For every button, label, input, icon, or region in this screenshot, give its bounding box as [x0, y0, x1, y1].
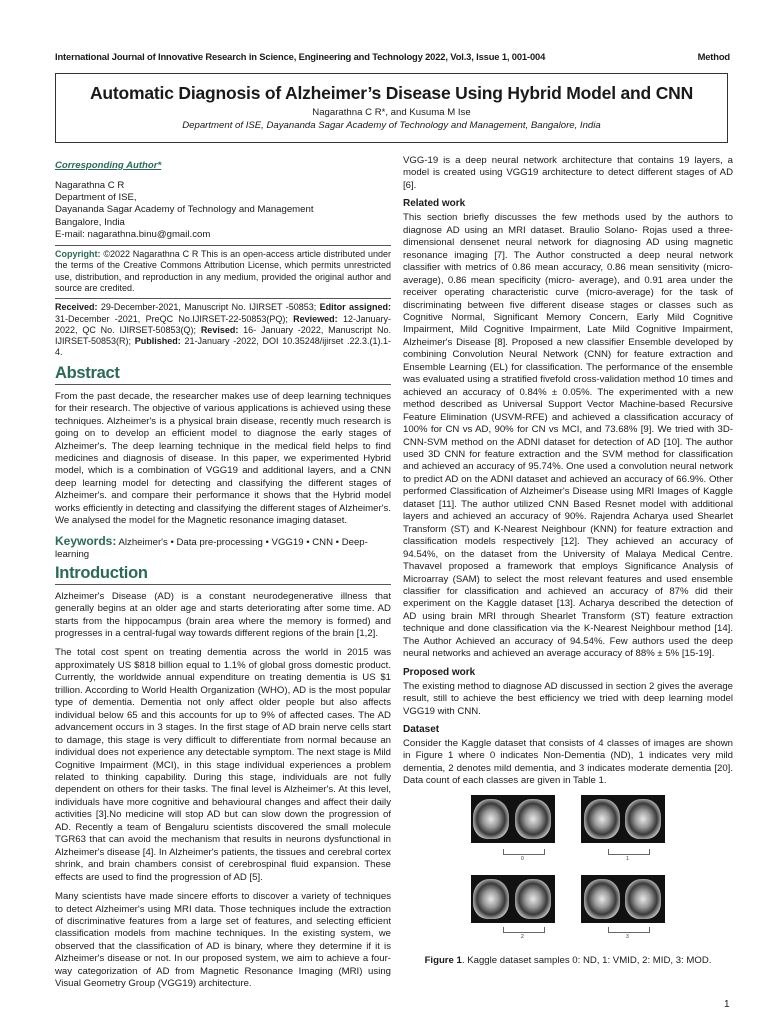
figure-bracket: [608, 927, 650, 933]
figure-label: Figure 1: [424, 954, 462, 966]
figure-sublabel: 2: [521, 933, 524, 940]
figure-sublabel: 0: [521, 855, 524, 862]
left-column: [55, 155, 391, 991]
copyright-text: ©2022 Nagarathna C R This is an open-access article distributed under the terms of the Creative Commons Attribution License, which permits unrestricted use, distribution, and reproduction in any medium, provided the original author and source are credited.: [55, 249, 391, 293]
abstract-heading: Abstract: [55, 363, 120, 382]
keywords-text: Alzheimer's • Data pre-processing • VGG19 • CNN • Deep-learning: [55, 536, 368, 560]
divider: [55, 384, 391, 385]
section-label: Method: [697, 51, 730, 62]
divider: [55, 245, 391, 246]
figure-bracket: [503, 927, 545, 933]
copyright-label: Copyright:: [55, 249, 101, 260]
page-number: 1: [724, 999, 730, 1010]
figure-caption: [403, 955, 733, 966]
vgg-paragraph: VGG-19 is a deep neural network architecture that contains 19 layers, a model is created using VGG19 architecture to detect different stages of AD [6].: [403, 155, 733, 191]
proposed-work-heading: Proposed work: [403, 666, 476, 678]
mri-brain-image: [515, 879, 551, 919]
mri-brain-image: [515, 799, 551, 839]
corr-line: Department of ISE,: [55, 192, 137, 204]
figure-sublabel: 3: [626, 933, 629, 940]
mri-brain-image: [584, 799, 620, 839]
received-date: 29-December-2021, Manuscript No. IJIRSET -50853;: [100, 302, 317, 313]
proposed-work-text: The existing method to diagnose AD discussed in section 2 gives the average result, still to achieve the best efficiency we tried with deep learning model VGG19 with CNN.: [403, 680, 733, 717]
keywords-label: Keywords:: [55, 533, 117, 548]
corr-line: Dayananda Sagar Academy of Technology and Management: [55, 204, 314, 216]
corr-line: Nagarathna C R: [55, 180, 125, 191]
author-list: Nagarathna C R*, and Kusuma M Ise: [312, 107, 471, 118]
copyright-notice: [55, 249, 391, 294]
editor-label: Editor assigned:: [319, 302, 391, 313]
related-work-heading: Related work: [403, 198, 466, 210]
mri-brain-image: [473, 879, 509, 919]
figure-sublabel: 1: [626, 855, 629, 862]
dataset-heading: Dataset: [403, 724, 440, 736]
received-label: Received:: [55, 302, 98, 313]
right-column: [403, 155, 733, 966]
related-work-text: This section briefly discusses the few methods used by the authors to diagnose AD using an MRI dataset. Braulio Solano- Rojas used a three-dimensional densenet neural network for diagnosing AD using magnetic resonance imaging [7]. The Author constructed a deep neural network classifier with metrics of 0.86 mean accuracy, 0.86 mean sensitivity (micro-average), 0.86 mean specificity (micro- average), and 0.91 area under the receiver operating characteristic curve (micro-average) for the task of discriminating between five different disease stages or classes such as Cognitive Normal, Significant Memory Concern, Early Mild Cognitive Impairment, Mild Cognitive Impairment, Late Mild Cognitive Impairment, Alzheimer's Disease [8]. Proposed a new classifier Ensemble developed by combining Convolution Neural Network (CNN) for feature extraction and Ensemble Learning (EL) for classification. The performance of the ensemble was evaluated using a stratified fivefold cross-validation method 10 times and achieved an accuracy of 0.84% ± 0.05%. The experimented with a new method described as Universal Support Vector Machine-based Recursive Feature Elimination (USVM-RFE) and achieved a classification accuracy of 100% for CN vs AD, 90% for CN vs MCI, and 73.68% [9]. We tried with 3D-CNN-SVM method on the ADNI dataset for detection of AD [10]. The author used 3D CNN for feature extraction and the SVM method for classification and achieved an accuracy of 95.74%. One used a convolution neural network to predict AD on the ADNI dataset and achieved an accuracy of 66.9%. Other performed Classification of Alzheimer's Disease using MRI Images of Kaggle dataset [11]. The author utilized CNN Based Resnet model with additional layers and achieved an accuracy of 90%. Rajendra Acharya used Shearlet Transform (ST) and K-Nearest Neighbour (KNN) for feature extraction and classification models respectively [12]. They achieved an accuracy of 94.54%, on the dataset from the University of Malaya Medical Centre. Thavavel proposed a framework that employs Significance Analysis of Microarray (SAM) to select the most relevant features and used ensemble classifier for classification and achieved an accuracy of 87% did their experiment on the Kaggle dataset [13]. Acharya described the detection of AD using brain MRI through Shearlet Transform (ST) feature extraction technique and done classification via the K-Nearest Neighbour method [14]. The Author Achieved an accuracy of 94.54%. Few authors used the deep neural networks and achieved an average accuracy of 88% ± 5% [15-19].: [403, 212, 733, 660]
article-dates: [55, 302, 391, 358]
keywords: [55, 535, 391, 561]
published-label: Published:: [134, 336, 181, 347]
reviewed-label: Reviewed:: [293, 313, 338, 324]
mri-brain-image: [584, 879, 620, 919]
corresponding-author-label: Corresponding Author*: [55, 160, 162, 171]
figure-bracket: [503, 849, 545, 855]
revised-date: 16- January -2022, Manuscript No. IJIRSET-50853(R);: [55, 324, 391, 347]
divider: [55, 298, 391, 299]
divider: [55, 584, 391, 585]
journal-name: International Journal of Innovative Research in Science, Engineering and Technology 2022, Vol.3, Issue 1, 001-004: [55, 51, 546, 62]
reviewed-date: 12-January-2022, QC No. IJIRSET-50853(Q);: [55, 313, 391, 335]
editor-date: 31-December -2021, PreQC No.IJIRSET-22-50853(PQ);: [55, 313, 288, 324]
figure-caption-text: . Kaggle dataset samples 0: ND, 1: VMID, 2: MID, 3: MOD.: [461, 954, 712, 966]
corr-line: Bangalore, India: [55, 216, 125, 228]
dataset-text: Consider the Kaggle dataset that consists of 4 classes of images are shown in Figure 1 where 0 indicates Non-Dementia (ND), 1 indicates very mild dementia, 2 denotes mild dementia, and 3 indicates moderate dementia [20]. Data count of each classes are given in Table 1.: [403, 738, 733, 787]
intro-paragraph: Many scientists have made sincere efforts to discover a variety of techniques to detect Alzheimer's using MRI data. Those techniques include the extraction of discriminative features from a large set of features, and selecting efficient classification models from machine techniques. In the existing system, we observed that the classification of AD is binary, where they determine if it is Alzheimer's disease or not. In our proposed system, we aim to achieve a four-way categorization of AD from Magnetic Resonance Imaging (MRI) using Visual Geometry Group (VGG19) architecture.: [55, 891, 391, 990]
intro-paragraph: Alzheimer's Disease (AD) is a constant neurodegenerative illness that generally begins at an older age and starts deteriorating after some time. AD starts from the hippocampus (brain area where the memory is formed) and progresses in a central-fugal way towards different regions of the brain [1,2].: [55, 590, 391, 640]
paper-title: Automatic Diagnosis of Alzheimer’s Disease Using Hybrid Model and CNN: [89, 83, 694, 103]
figure-bracket: [608, 849, 650, 855]
affiliation: Department of ISE, Dayananda Sagar Academy of Technology and Management, Bangalore, India: [182, 120, 601, 131]
corresponding-author-details: [55, 180, 391, 241]
intro-paragraph: The total cost spent on treating dementia across the world in 2015 was approximately US $818 billion equal to 1.1% of global gross domestic product. Currently, the worldwide annual expenditure on treating dementia is US $1 trillion. According to World Health Organization (WHO), AD is the most popular type of dementia. Dementia not only affect older people but also affects individual below 65 and this accounts for up to 9% of affected cases. The AD advancement occurs in 3 stages. In the first stage of AD brain nerve cells start to damage, this stage is very difficult to differentiate from normal because an individual does not experience any detectable symptom. The next stage is Mild Cognitive Impairment (MCI), in this stage individual experiences a problem related to thinking capability. During this stage, individuals are not fully dependent on others for their tasks. The final level is Alzheimer's. At this level, individuals have more cognitive and behavioural changes and affect their daily activities [3].No medicine will stop AD but can slow down the progression of AD. Recently a team of Bengaluru scientists discovered the small molecule TGR63 that can avoid the mechanism that results in neurons dysfunctional in Alzheimer's disease [4]. In Alzheimer's patients, the tissues and cerebral cortex shrink, and brain chambers consist of cerebrospinal fluid expansion. These effects are used to find the progression of AD [5].: [55, 647, 391, 883]
mri-brain-image: [625, 799, 661, 839]
title-block: [55, 73, 728, 143]
revised-label: Revised:: [200, 324, 239, 335]
mri-brain-image: [625, 879, 661, 919]
mri-brain-image: [473, 799, 509, 839]
abstract-text: From the past decade, the researcher makes use of deep learning techniques for their research. The objective of various applications is achieved using these techniques. Alzheimer's is a physical brain disease, recently much research is going on to develop an efficient model to diagnose the early stages of Alzheimer's. The deep learning technique in the medical field helps to find medicines and diagnosis of disease. In this paper, we experimented Hybrid model, which is a combination of VGG19 and additional layers, and a CNN deep learning model for detecting and classifying the different stages of Alzheimer's. and compare their performance it shows that the Hybrid model works efficiently in detecting and classifying the different stages of Alzheimer's. We analysed the model for the Magnetic resonance imaging dataset.: [55, 390, 391, 527]
introduction-heading: Introduction: [55, 563, 148, 582]
corr-email[interactable]: E-mail: nagarathna.binu@gmail.com: [55, 228, 211, 240]
figure-1: [403, 793, 733, 953]
published-date: 21-January -2022, DOI 10.35248/ijirset .22.3.(1).1-4.: [55, 336, 391, 358]
